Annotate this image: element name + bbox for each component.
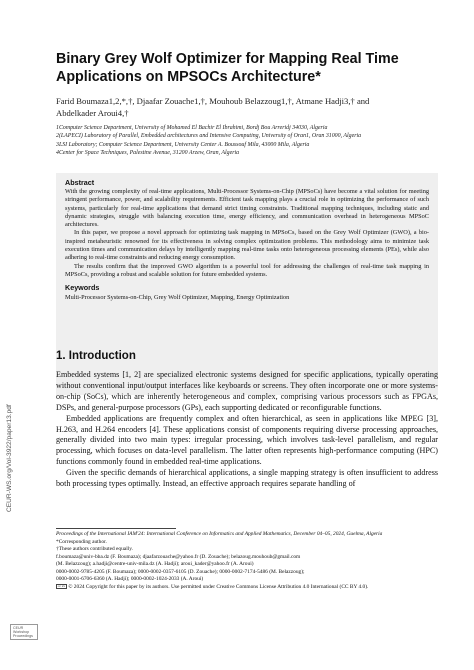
- footnotes: [56, 531, 438, 591]
- sidebar-url-text: CEUR-WS.org/Vol-3922/paper13.pdf: [6, 404, 13, 512]
- abstract-text: [65, 188, 429, 279]
- abstract-paragraph: With the growing complexity of real-time applications, Multi-Processor Systems-on-Chip (MPSoCs) have become a vital solution for meeting stringent performance, power, and scalability requirements. Efficient task mapping plays a crucial role in optimizing the performance of such systems, particularly for real-time applications that demand strict timing constraints. Traditional mapping techniques, including static and dynamic strategies, struggle with balancing execution time, energy efficiency, and communication overhead in heterogeneous MPSoC architectures.: [65, 188, 429, 229]
- author-line: Abdelkader Aroui4,†: [56, 108, 129, 118]
- affiliation-line: 2(LAPECI) Laboratory of Parallel, Embedded architectures and Intensive Computing, University of Oran1, Oran 31000, Algeria: [56, 133, 362, 140]
- body-paragraph: Embedded applications are frequently complex and often hierarchical, as seen in applications like MPEG [3], H.263, and H.264 encoders [4]. These applications consist of components requiring diverse processing approaches, generally divided into two main types: irregular processing, which involves task-level parallelism, and regular processing, which focuses on data-level parallelism. The latter often represents high-performance computing (HPC) functions commonly found in embedded real-time applications.: [56, 413, 438, 467]
- affiliation-line: 1Computer Science Department, University of Mohamed El Bachir El Ibrahimi, Bordj Bou Arreridj 34030, Algeria: [56, 125, 328, 131]
- abstract-paragraph: The results confirm that the improved GWO algorithm is a powerful tool for addressing the challenges of real-time task mapping in MPSoCs, providing a robust and scalable solution for future embedded systems.: [65, 262, 429, 278]
- affiliations: [56, 124, 436, 157]
- section-heading: 1. Introduction: [56, 350, 136, 362]
- ceur-logo: CEUR Workshop Proceedings: [10, 624, 38, 640]
- license-note: [56, 584, 438, 592]
- keywords-text: Multi-Processor Systems-on-Chip, Grey Wolf Optimizer, Mapping, Energy Optimization: [65, 294, 290, 302]
- intro-body: [56, 370, 438, 490]
- affiliation-line: 3LSI Laboratory; Computer Science Department, University Center A. Boussouf Mila, 43000 Mila, Algeria: [56, 141, 310, 148]
- abstract-heading: Abstract: [65, 178, 95, 187]
- paper-title: Binary Grey Wolf Optimizer for Mapping Real Time Applications on MPSOCs Architecture*: [56, 51, 399, 85]
- sidebar-url[interactable]: [6, 352, 18, 512]
- email-note: f.boumaza@univ-bba.dz (F. Boumaza); djaafarzouache@yahoo.fr (D. Zouache); belazoug.mouhoub@gmail.com: [56, 553, 301, 560]
- license-text: © 2024 Copyright for this paper by its authors. Use permitted under Creative Commons License Attribution 4.0 International (CC BY 4.0).: [68, 583, 369, 590]
- corresponding-note: *Corresponding author.: [56, 538, 107, 545]
- abstract-paragraph: In this paper, we propose a novel approach for optimizing task mapping in MPSoCs, based on the Grey Wolf Optimizer (GWO), a bio-inspired metaheuristic renowned for its effectiveness in solving complex optimization problems. This methodology aims to minimize task execution times and communication delays by intelligently mapping real-time tasks onto heterogeneous processing elements (PEs), while also adhering to real-time constraints and reducing energy consumption.: [65, 229, 429, 262]
- orcid-note: 0000-0002-9785-4205 (F. Boumaza); 0000-0002-0357-6105 (D. Zouache); 0000-0002-7174-5486 (M. Belazzoug);: [56, 568, 305, 575]
- author-list: [56, 95, 446, 119]
- body-paragraph: Embedded systems [1, 2] are specialized electronic systems designed for specific applications, typically operating without conventional input/output interfaces like keyboards or screens. They often incorporate one or more systems-on-chip (SoCs), which are inherently heterogeneous and complex, comprising various processors such as FPGAs, DSPs, and general-purpose processors (GPs), each supporting dedicated or reconfigurable functions.: [56, 370, 438, 412]
- email-note: (M. Belazzoug); a.hadji@centre-univ-mila.dz (A. Hadji); aroui_kader@yahoo.fr (A. Aroui): [56, 561, 254, 567]
- orcid-note: 0000-0001-6706-6360 (A. Hadji); 0000-0002-1024-2033 (A. Aroui): [56, 576, 204, 582]
- author-line: Farid Boumaza1,2,*,†, Djaafar Zouache1,†, Mouhoub Belazzoug1,†, Atmane Hadji3,† and: [56, 96, 370, 106]
- equal-contribution-note: †These authors contributed equally.: [56, 546, 133, 552]
- cc-license-icon: CC BY: [57, 584, 66, 588]
- footnote-rule: [56, 528, 176, 529]
- affiliation-line: 4Center for Space Techniques, Palestine Avenue, 31200 Arzew, Oran, Algeria: [56, 149, 240, 156]
- keywords-heading: Keywords: [65, 283, 100, 293]
- body-paragraph: Given the specific demands of hierarchical applications, a single mapping strategy is often insufficient to address both processing types optimally. Instead, an effective approach requires separate handling of: [56, 468, 438, 489]
- proceedings-note: Proceedings of the International IAM'24: International Conference on Informatics and Applied Mathematics, December 04–05, 2024, Guelma, Algeria: [56, 531, 383, 537]
